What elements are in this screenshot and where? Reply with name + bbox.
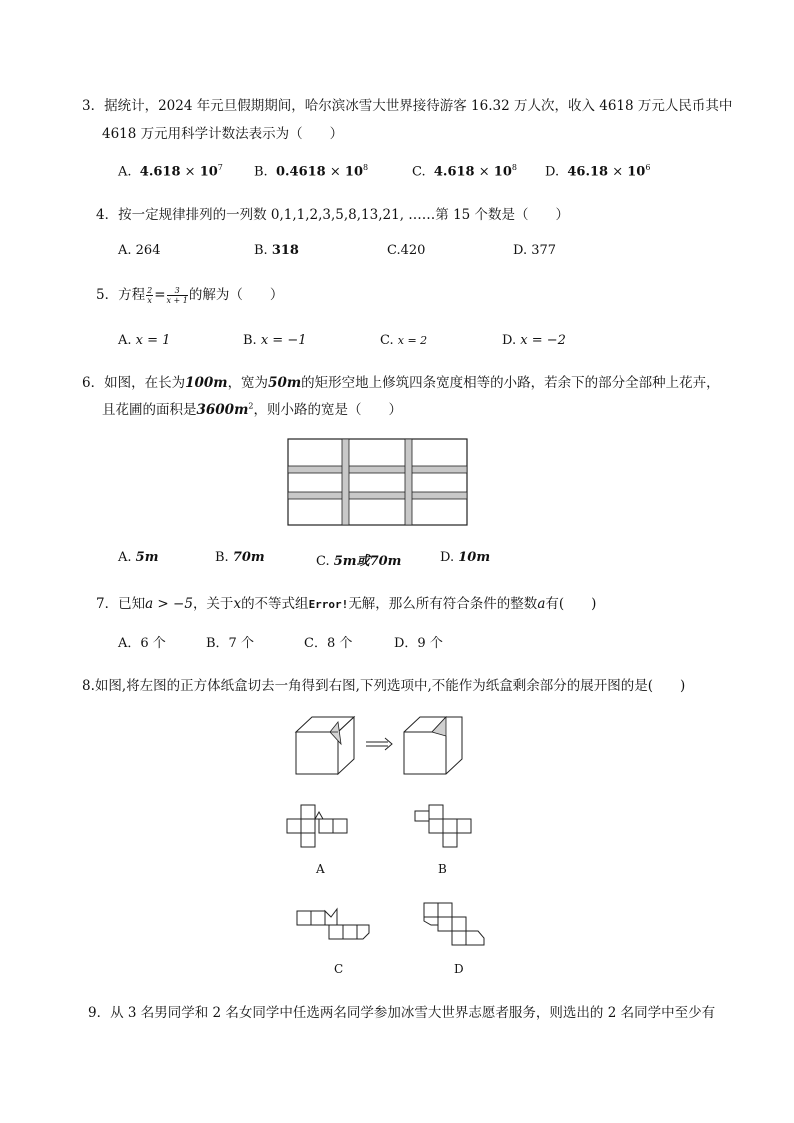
q6-option-a: A. 5m — [118, 550, 159, 565]
q3-option-d: D. $46.18 \times 10^6$ — [545, 163, 651, 180]
q3-option-c: C. $4.618 \times 10^8$ — [412, 163, 517, 180]
q7-option-d: D．9 个 — [394, 636, 443, 651]
q4-option-c: C.420 — [387, 243, 426, 258]
q3-option-a: A. $4.618 \times 10^7$ — [118, 163, 223, 180]
q8-caption-b: B — [438, 862, 447, 876]
q5-option-d: D. x = −2 — [502, 333, 566, 348]
q4-line1: 4．按一定规律排列的一列数 0,1,1,2,3,5,8,13,21, ……第 15 个数是（ ） — [96, 207, 570, 223]
q7-option-c: C．8 个 — [304, 636, 353, 651]
q6-option-c: C. 5m或70m — [316, 554, 402, 569]
q7-line1: 7．已知a > −5，关于x的不等式组Error!无解，那么所有符合条件的整数a有( ) — [96, 596, 597, 612]
q6-option-d: D. 10m — [440, 550, 491, 565]
q3-option-b: B. $0.4618 \times 10^8$ — [254, 163, 369, 180]
q5-option-a: A. x = 1 — [118, 333, 171, 348]
q6-road-figure — [287, 438, 469, 527]
q4-option-a: A. 264 — [118, 243, 161, 258]
q8-caption-c: C — [334, 962, 344, 976]
q8-net-a — [286, 804, 348, 848]
q8-caption-a: A — [316, 862, 325, 876]
q8-caption-d: D — [454, 962, 464, 976]
q8-net-d — [423, 902, 487, 950]
q4-option-b: B. 318 — [254, 243, 299, 258]
q8-line1: 8.如图,将左图的正方体纸盒切去一角得到右图,下列选项中,不能作为纸盒剩余部分的展开图的是( ) — [82, 678, 686, 694]
q8-net-b — [414, 803, 478, 849]
q9-line1: 9．从 3 名男同学和 2 名女同学中任选两名同学参加冰雪大世界志愿者服务，则选出的 2 名同学中至少有 — [88, 1005, 716, 1021]
q5-option-c: C. x = 2 — [380, 333, 428, 348]
q5-option-b: B. x = −1 — [243, 333, 307, 348]
q8-cube-figure — [292, 712, 484, 778]
q7-option-a: A．6 个 — [118, 636, 166, 651]
q7-option-b: B．7 个 — [206, 636, 254, 651]
q4-option-d: D. 377 — [513, 243, 557, 258]
q3-line1: 3．据统计，2024 年元旦假期期间，哈尔滨冰雪大世界接待游客 16.32 万人次，收入 4618 万元人民币其中 — [82, 98, 733, 114]
q6-line2: 且花圃的面积是$3600m^2$，则小路的宽是（ ） — [102, 401, 402, 418]
q5-line1: 5．方程 $\frac{2}{x}$ = $\frac{3}{x + 1}$ 的解为（ ） — [96, 286, 284, 305]
q8-net-c — [296, 905, 374, 943]
q6-option-b: B. 70m — [215, 550, 265, 565]
q3-line2: 4618 万元用科学计数法表示为（ ） — [102, 126, 344, 142]
q6-line1: 6．如图，在长为100m，宽为50m的矩形空地上修筑四条宽度相等的小路，若余下的部分全部种上花卉， — [82, 375, 720, 391]
